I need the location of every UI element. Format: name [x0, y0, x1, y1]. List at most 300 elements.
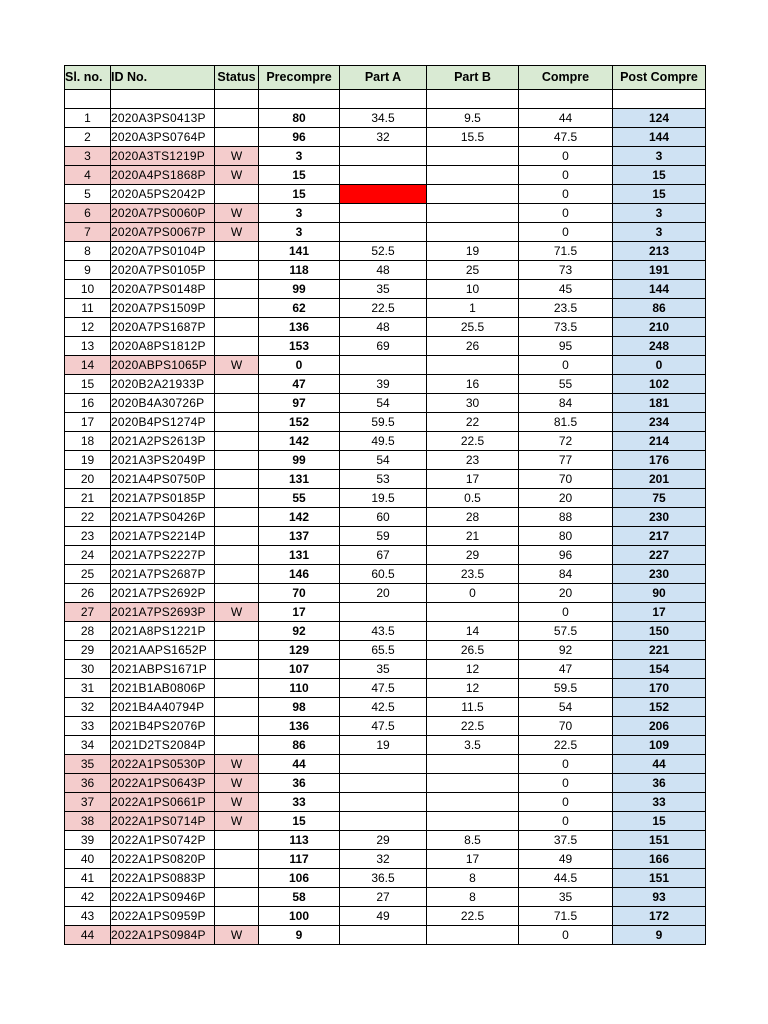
- compre-cell: 73.5: [519, 318, 613, 337]
- table-row: [65, 736, 706, 755]
- post-compre-cell: 9: [613, 926, 706, 945]
- id-no-cell: 2021A7PS2692P: [111, 584, 215, 603]
- id-no-cell: 2020A3PS0764P: [111, 128, 215, 147]
- table-row: [65, 280, 706, 299]
- part-a-cell: [340, 755, 427, 774]
- header-sl-no: Sl. no.: [65, 66, 111, 90]
- post-compre-cell: 227: [613, 546, 706, 565]
- precompre-cell: 131: [259, 470, 340, 489]
- sl-no-cell: 8: [65, 242, 111, 261]
- sl-no-cell: 2: [65, 128, 111, 147]
- sl-no-cell: 12: [65, 318, 111, 337]
- id-no-cell: 2020B2A21933P: [111, 375, 215, 394]
- part-b-cell: 15.5: [427, 128, 519, 147]
- precompre-cell: 97: [259, 394, 340, 413]
- precompre-cell: 110: [259, 679, 340, 698]
- compre-cell: 84: [519, 394, 613, 413]
- part-a-cell: 65.5: [340, 641, 427, 660]
- status-cell: [215, 508, 259, 527]
- table-row: [65, 698, 706, 717]
- precompre-cell: 3: [259, 223, 340, 242]
- sl-no-cell: 43: [65, 907, 111, 926]
- part-a-cell: 48: [340, 261, 427, 280]
- part-b-cell: 19: [427, 242, 519, 261]
- part-a-cell: 42.5: [340, 698, 427, 717]
- part-b-cell: 17: [427, 850, 519, 869]
- status-cell: W: [215, 793, 259, 812]
- compre-cell: 72: [519, 432, 613, 451]
- blank-cell: [215, 90, 259, 109]
- compre-cell: 96: [519, 546, 613, 565]
- part-b-cell: 12: [427, 660, 519, 679]
- part-a-cell: 36.5: [340, 869, 427, 888]
- precompre-cell: 58: [259, 888, 340, 907]
- precompre-cell: 137: [259, 527, 340, 546]
- post-compre-cell: 170: [613, 679, 706, 698]
- precompre-cell: 0: [259, 356, 340, 375]
- table-row: [65, 755, 706, 774]
- compre-cell: 49: [519, 850, 613, 869]
- part-a-cell: [340, 166, 427, 185]
- part-a-cell: 32: [340, 128, 427, 147]
- compre-cell: 57.5: [519, 622, 613, 641]
- table-row: [65, 774, 706, 793]
- precompre-cell: 117: [259, 850, 340, 869]
- id-no-cell: 2020A5PS2042P: [111, 185, 215, 204]
- part-b-cell: 17: [427, 470, 519, 489]
- sl-no-cell: 32: [65, 698, 111, 717]
- part-b-cell: 22.5: [427, 907, 519, 926]
- id-no-cell: 2021A7PS2214P: [111, 527, 215, 546]
- part-b-cell: 22.5: [427, 432, 519, 451]
- precompre-cell: 92: [259, 622, 340, 641]
- id-no-cell: 2022A1PS0820P: [111, 850, 215, 869]
- part-a-cell: 39: [340, 375, 427, 394]
- status-cell: [215, 527, 259, 546]
- part-b-cell: [427, 812, 519, 831]
- status-cell: W: [215, 603, 259, 622]
- part-b-cell: 11.5: [427, 698, 519, 717]
- sl-no-cell: 27: [65, 603, 111, 622]
- sl-no-cell: 37: [65, 793, 111, 812]
- precompre-cell: 152: [259, 413, 340, 432]
- part-b-cell: 25: [427, 261, 519, 280]
- sl-no-cell: 4: [65, 166, 111, 185]
- part-b-cell: [427, 356, 519, 375]
- compre-cell: 20: [519, 489, 613, 508]
- table-row: [65, 622, 706, 641]
- table-row: [65, 508, 706, 527]
- part-b-cell: 10: [427, 280, 519, 299]
- status-cell: [215, 850, 259, 869]
- table-row: [65, 223, 706, 242]
- table-row: [65, 337, 706, 356]
- id-no-cell: 2022A1PS0714P: [111, 812, 215, 831]
- part-b-cell: 9.5: [427, 109, 519, 128]
- precompre-cell: 146: [259, 565, 340, 584]
- id-no-cell: 2021A4PS0750P: [111, 470, 215, 489]
- compre-cell: 0: [519, 926, 613, 945]
- sl-no-cell: 42: [65, 888, 111, 907]
- post-compre-cell: 181: [613, 394, 706, 413]
- table-row: [65, 470, 706, 489]
- part-a-cell: 53: [340, 470, 427, 489]
- compre-cell: 81.5: [519, 413, 613, 432]
- precompre-cell: 142: [259, 508, 340, 527]
- id-no-cell: 2020A3PS0413P: [111, 109, 215, 128]
- precompre-cell: 15: [259, 185, 340, 204]
- compre-cell: 0: [519, 147, 613, 166]
- table-row: [65, 527, 706, 546]
- precompre-cell: 98: [259, 698, 340, 717]
- precompre-cell: 129: [259, 641, 340, 660]
- sl-no-cell: 21: [65, 489, 111, 508]
- post-compre-cell: 124: [613, 109, 706, 128]
- precompre-cell: 55: [259, 489, 340, 508]
- table-row: [65, 147, 706, 166]
- table-row: [65, 109, 706, 128]
- status-cell: [215, 109, 259, 128]
- id-no-cell: 2021ABPS1671P: [111, 660, 215, 679]
- sl-no-cell: 23: [65, 527, 111, 546]
- blank-cell: [427, 90, 519, 109]
- status-cell: [215, 907, 259, 926]
- part-a-cell: 20: [340, 584, 427, 603]
- precompre-cell: 9: [259, 926, 340, 945]
- post-compre-cell: 248: [613, 337, 706, 356]
- post-compre-cell: 217: [613, 527, 706, 546]
- status-cell: [215, 299, 259, 318]
- blank-cell: [519, 90, 613, 109]
- part-b-cell: 22.5: [427, 717, 519, 736]
- post-compre-cell: 3: [613, 204, 706, 223]
- table-row: [65, 603, 706, 622]
- table-body: [65, 90, 706, 945]
- table-row: [65, 641, 706, 660]
- status-cell: [215, 641, 259, 660]
- sl-no-cell: 11: [65, 299, 111, 318]
- post-compre-cell: 234: [613, 413, 706, 432]
- post-compre-cell: 15: [613, 166, 706, 185]
- compre-cell: 0: [519, 793, 613, 812]
- status-cell: [215, 660, 259, 679]
- part-b-cell: 3.5: [427, 736, 519, 755]
- precompre-cell: 107: [259, 660, 340, 679]
- compre-cell: 47: [519, 660, 613, 679]
- compre-cell: 44: [519, 109, 613, 128]
- blank-row: [65, 90, 706, 109]
- compre-cell: 70: [519, 717, 613, 736]
- part-a-cell: 47.5: [340, 679, 427, 698]
- sl-no-cell: 39: [65, 831, 111, 850]
- part-a-cell: 47.5: [340, 717, 427, 736]
- id-no-cell: 2021A7PS2227P: [111, 546, 215, 565]
- post-compre-cell: 230: [613, 508, 706, 527]
- table-row: [65, 375, 706, 394]
- part-a-cell: 54: [340, 394, 427, 413]
- part-a-cell: [340, 793, 427, 812]
- part-b-cell: 23.5: [427, 565, 519, 584]
- sl-no-cell: 6: [65, 204, 111, 223]
- id-no-cell: 2022A1PS0530P: [111, 755, 215, 774]
- part-b-cell: 14: [427, 622, 519, 641]
- status-cell: W: [215, 755, 259, 774]
- status-cell: [215, 451, 259, 470]
- status-cell: W: [215, 223, 259, 242]
- part-b-cell: 0: [427, 584, 519, 603]
- status-cell: W: [215, 356, 259, 375]
- status-cell: W: [215, 204, 259, 223]
- precompre-cell: 15: [259, 166, 340, 185]
- part-a-cell: 34.5: [340, 109, 427, 128]
- compre-cell: 73: [519, 261, 613, 280]
- precompre-cell: 106: [259, 869, 340, 888]
- post-compre-cell: 86: [613, 299, 706, 318]
- precompre-cell: 141: [259, 242, 340, 261]
- table-row: [65, 185, 706, 204]
- blank-cell: [259, 90, 340, 109]
- status-cell: [215, 261, 259, 280]
- part-b-cell: [427, 204, 519, 223]
- compre-cell: 0: [519, 755, 613, 774]
- sl-no-cell: 17: [65, 413, 111, 432]
- sl-no-cell: 22: [65, 508, 111, 527]
- part-a-cell: 35: [340, 660, 427, 679]
- table-row: [65, 166, 706, 185]
- part-b-cell: [427, 603, 519, 622]
- sl-no-cell: 33: [65, 717, 111, 736]
- post-compre-cell: 15: [613, 185, 706, 204]
- post-compre-cell: 144: [613, 128, 706, 147]
- part-a-cell: 19.5: [340, 489, 427, 508]
- id-no-cell: 2020A3TS1219P: [111, 147, 215, 166]
- post-compre-cell: 15: [613, 812, 706, 831]
- status-cell: [215, 280, 259, 299]
- table-row: [65, 660, 706, 679]
- blank-cell: [111, 90, 215, 109]
- marks-table: [64, 65, 706, 945]
- part-b-cell: [427, 185, 519, 204]
- part-a-cell: [340, 774, 427, 793]
- post-compre-cell: 221: [613, 641, 706, 660]
- part-b-cell: 1: [427, 299, 519, 318]
- part-b-cell: [427, 166, 519, 185]
- precompre-cell: 70: [259, 584, 340, 603]
- sl-no-cell: 19: [65, 451, 111, 470]
- post-compre-cell: 93: [613, 888, 706, 907]
- compre-cell: 88: [519, 508, 613, 527]
- header-part-a: Part A: [340, 66, 427, 90]
- compre-cell: 80: [519, 527, 613, 546]
- part-b-cell: 8.5: [427, 831, 519, 850]
- sl-no-cell: 18: [65, 432, 111, 451]
- table-row: [65, 128, 706, 147]
- part-b-cell: 0.5: [427, 489, 519, 508]
- part-b-cell: 23: [427, 451, 519, 470]
- id-no-cell: 2020A7PS0105P: [111, 261, 215, 280]
- part-a-cell: [340, 185, 427, 204]
- sl-no-cell: 36: [65, 774, 111, 793]
- id-no-cell: 2021AAPS1652P: [111, 641, 215, 660]
- sl-no-cell: 35: [65, 755, 111, 774]
- header-compre: Compre: [519, 66, 613, 90]
- id-no-cell: 2022A1PS0742P: [111, 831, 215, 850]
- part-a-cell: 22.5: [340, 299, 427, 318]
- precompre-cell: 3: [259, 204, 340, 223]
- post-compre-cell: 44: [613, 755, 706, 774]
- part-a-cell: [340, 223, 427, 242]
- sl-no-cell: 1: [65, 109, 111, 128]
- part-b-cell: 16: [427, 375, 519, 394]
- status-cell: [215, 698, 259, 717]
- header-status: Status: [215, 66, 259, 90]
- blank-cell: [340, 90, 427, 109]
- id-no-cell: 2021A2PS2613P: [111, 432, 215, 451]
- sl-no-cell: 7: [65, 223, 111, 242]
- post-compre-cell: 152: [613, 698, 706, 717]
- sl-no-cell: 38: [65, 812, 111, 831]
- precompre-cell: 136: [259, 717, 340, 736]
- sl-no-cell: 13: [65, 337, 111, 356]
- post-compre-cell: 213: [613, 242, 706, 261]
- sl-no-cell: 5: [65, 185, 111, 204]
- part-a-cell: [340, 812, 427, 831]
- compre-cell: 35: [519, 888, 613, 907]
- part-a-cell: [340, 356, 427, 375]
- compre-cell: 20: [519, 584, 613, 603]
- id-no-cell: 2021B4A40794P: [111, 698, 215, 717]
- precompre-cell: 99: [259, 280, 340, 299]
- header-row: [65, 66, 706, 90]
- status-cell: [215, 565, 259, 584]
- precompre-cell: 62: [259, 299, 340, 318]
- part-b-cell: [427, 926, 519, 945]
- sl-no-cell: 16: [65, 394, 111, 413]
- precompre-cell: 100: [259, 907, 340, 926]
- post-compre-cell: 109: [613, 736, 706, 755]
- compre-cell: 0: [519, 812, 613, 831]
- id-no-cell: 2020A7PS1509P: [111, 299, 215, 318]
- table-row: [65, 679, 706, 698]
- precompre-cell: 153: [259, 337, 340, 356]
- compre-cell: 0: [519, 185, 613, 204]
- precompre-cell: 118: [259, 261, 340, 280]
- sl-no-cell: 3: [65, 147, 111, 166]
- post-compre-cell: 0: [613, 356, 706, 375]
- part-b-cell: 8: [427, 869, 519, 888]
- part-a-cell: [340, 926, 427, 945]
- post-compre-cell: 144: [613, 280, 706, 299]
- table-row: [65, 812, 706, 831]
- table-row: [65, 831, 706, 850]
- status-cell: [215, 489, 259, 508]
- part-b-cell: 25.5: [427, 318, 519, 337]
- post-compre-cell: 166: [613, 850, 706, 869]
- header-part-b: Part B: [427, 66, 519, 90]
- part-a-cell: 32: [340, 850, 427, 869]
- status-cell: W: [215, 147, 259, 166]
- part-b-cell: [427, 755, 519, 774]
- table-row: [65, 869, 706, 888]
- part-b-cell: [427, 147, 519, 166]
- post-compre-cell: 210: [613, 318, 706, 337]
- sl-no-cell: 24: [65, 546, 111, 565]
- sl-no-cell: 26: [65, 584, 111, 603]
- post-compre-cell: 230: [613, 565, 706, 584]
- compre-cell: 71.5: [519, 242, 613, 261]
- status-cell: [215, 717, 259, 736]
- precompre-cell: 99: [259, 451, 340, 470]
- compre-cell: 37.5: [519, 831, 613, 850]
- part-a-cell: 49: [340, 907, 427, 926]
- sl-no-cell: 31: [65, 679, 111, 698]
- status-cell: W: [215, 926, 259, 945]
- sl-no-cell: 44: [65, 926, 111, 945]
- part-a-cell: [340, 603, 427, 622]
- compre-cell: 23.5: [519, 299, 613, 318]
- compre-cell: 0: [519, 774, 613, 793]
- status-cell: W: [215, 166, 259, 185]
- precompre-cell: 15: [259, 812, 340, 831]
- post-compre-cell: 102: [613, 375, 706, 394]
- sl-no-cell: 40: [65, 850, 111, 869]
- id-no-cell: 2022A1PS0984P: [111, 926, 215, 945]
- compre-cell: 70: [519, 470, 613, 489]
- post-compre-cell: 75: [613, 489, 706, 508]
- id-no-cell: 2020A8PS1812P: [111, 337, 215, 356]
- compre-cell: 71.5: [519, 907, 613, 926]
- id-no-cell: 2020A7PS1687P: [111, 318, 215, 337]
- status-cell: [215, 584, 259, 603]
- compre-cell: 95: [519, 337, 613, 356]
- post-compre-cell: 3: [613, 147, 706, 166]
- table-row: [65, 413, 706, 432]
- part-a-cell: 43.5: [340, 622, 427, 641]
- table-row: [65, 394, 706, 413]
- id-no-cell: 2021A3PS2049P: [111, 451, 215, 470]
- part-b-cell: 29: [427, 546, 519, 565]
- table-row: [65, 356, 706, 375]
- compre-cell: 92: [519, 641, 613, 660]
- precompre-cell: 3: [259, 147, 340, 166]
- header-id-no: ID No.: [111, 66, 215, 90]
- blank-cell: [613, 90, 706, 109]
- table-row: [65, 489, 706, 508]
- part-a-cell: 35: [340, 280, 427, 299]
- status-cell: [215, 888, 259, 907]
- table-row: [65, 318, 706, 337]
- precompre-cell: 96: [259, 128, 340, 147]
- sl-no-cell: 9: [65, 261, 111, 280]
- post-compre-cell: 90: [613, 584, 706, 603]
- status-cell: [215, 375, 259, 394]
- id-no-cell: 2022A1PS0643P: [111, 774, 215, 793]
- id-no-cell: 2020A7PS0067P: [111, 223, 215, 242]
- status-cell: [215, 318, 259, 337]
- table-row: [65, 451, 706, 470]
- sl-no-cell: 34: [65, 736, 111, 755]
- id-no-cell: 2021A7PS2687P: [111, 565, 215, 584]
- part-a-cell: 60.5: [340, 565, 427, 584]
- compre-cell: 0: [519, 204, 613, 223]
- status-cell: [215, 622, 259, 641]
- status-cell: [215, 470, 259, 489]
- precompre-cell: 36: [259, 774, 340, 793]
- id-no-cell: 2021B4PS2076P: [111, 717, 215, 736]
- post-compre-cell: 176: [613, 451, 706, 470]
- precompre-cell: 86: [259, 736, 340, 755]
- precompre-cell: 80: [259, 109, 340, 128]
